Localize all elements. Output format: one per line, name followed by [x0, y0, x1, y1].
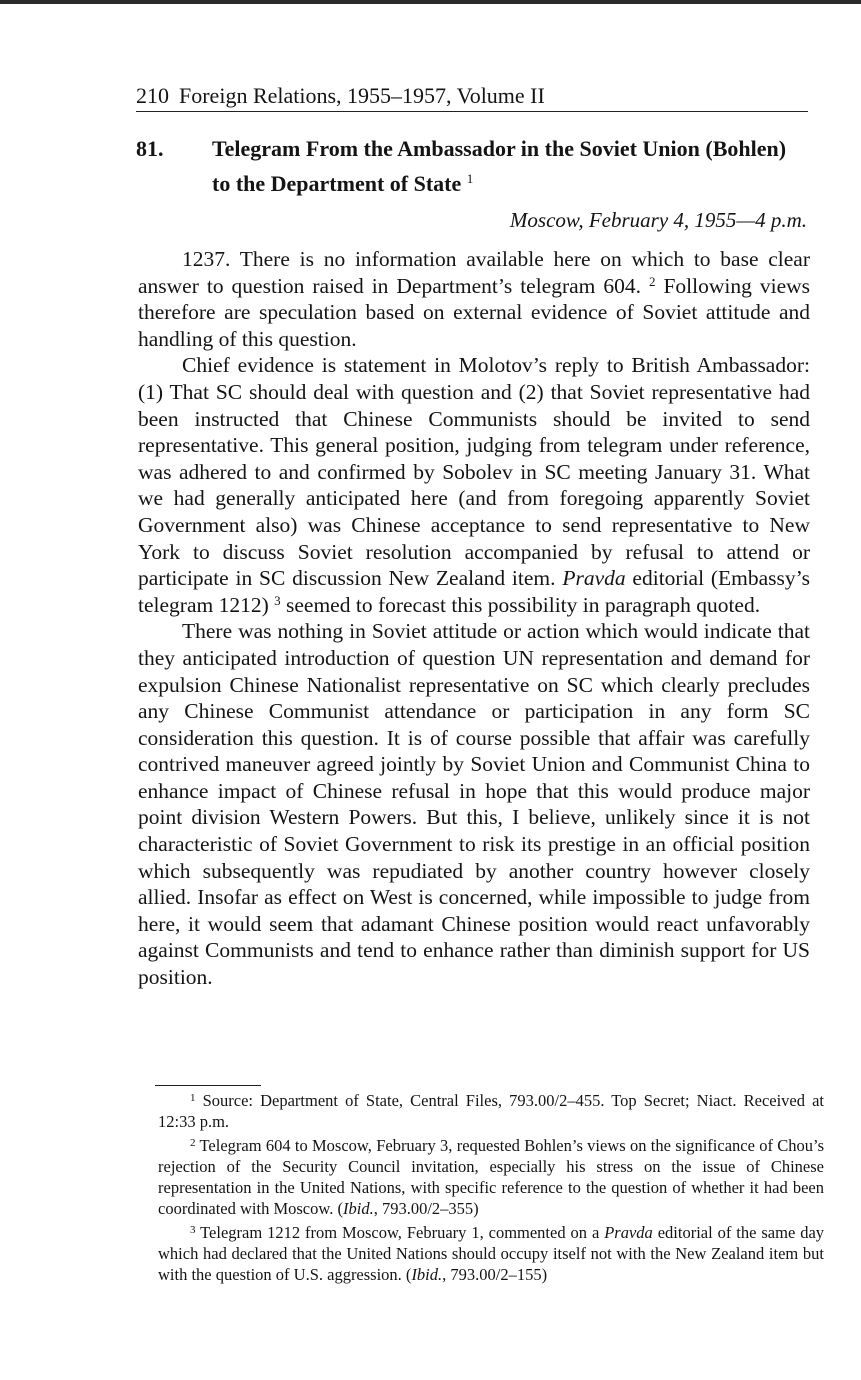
paragraph-2-text-b: editorial (Embassy’s telegram 1212)	[138, 566, 810, 617]
footnote-3-text-a: Telegram 1212 from Moscow, February 1, commented on a	[200, 1223, 600, 1242]
running-head	[136, 83, 808, 112]
telegram-body	[138, 246, 810, 991]
document-number: 81.	[136, 136, 164, 161]
footnote-2	[158, 1135, 824, 1219]
page-top-border	[0, 0, 861, 4]
footnote-1-mark: 1	[190, 1092, 196, 1104]
paragraph-2-text-a: Chief evidence is statement in Molotov’s reply to British Ambassador: (1) That SC should deal with question and (2) that Soviet representative had been instructed that Chinese Communists should be invited to send representative. This general position, judging from telegram under reference, was adhered to and confirmed by Sobolev in SC meeting January 31. What we had generally anticipated here (and from foregoing apparently Soviet Government also) was Chinese acceptance to send representative to New York to discuss Soviet resolution accompanied by refusal to attend or participate in SC discussion New Zealand item.	[138, 353, 810, 591]
page-number: 210	[136, 83, 169, 108]
volume-title: Foreign Relations, 1955–1957, Volume II	[179, 83, 545, 108]
footnote-3-ibid: Ibid.	[411, 1265, 443, 1284]
paragraph-1-text-a: 1237. There is no information available here on which to base clear answer to question raised in Department’s telegram 604.	[138, 247, 810, 298]
footnote-2-ibid: Ibid.	[342, 1199, 374, 1218]
paragraph-1	[138, 246, 810, 352]
document-title	[212, 134, 792, 199]
footnote-2-text-a: Telegram 604 to Moscow, February 3, requested Bohlen’s views on the significance of Chou’s rejection of the Security Council invitation, especially his stress on the issue of Chinese representation in the United Nations, with specific reference to the question of whether it had been coordinated with Moscow. (	[158, 1136, 824, 1218]
footnote-divider	[155, 1085, 261, 1086]
footnote-1	[158, 1090, 824, 1132]
footnote-2-text-b: , 793.00/2–355)	[373, 1199, 479, 1218]
footnote-3-mark: 3	[190, 1224, 196, 1236]
pravda-italic: Pravda	[562, 566, 626, 591]
footnote-ref-2[interactable]: 2	[648, 273, 656, 289]
paragraph-1-text-b: Following views therefore are speculation based on external evidence of Soviet attitude and handling of this question.	[138, 273, 811, 351]
document-title-text: Telegram From the Ambassador in the Soviet Union (Bohlen) to the Department of State	[212, 136, 787, 196]
footnote-3-text-b: editorial of the same day which had declared that the United Nations should occupy itself not with the New Zealand item but with the question of U.S. aggression. (	[158, 1223, 825, 1284]
paragraph-3: There was nothing in Soviet attitude or action which would indicate that they anticipated introduction of question UN representation and demand for expulsion Chinese Nationalist representative on SC which clearly precludes any Chinese Communist attendance or participation in any form SC consideration this question. It is of course possible that affair was carefully contrived maneuver agreed jointly by Soviet Union and Communist China to enhance impact of Chinese refusal in hope that this would produce major point division Western Powers. But this, I believe, unlikely since it is not characteristic of Soviet Government to risk its prestige in an official position which subsequently was repudiated by another country however closely allied. Insofar as effect on West is concerned, while impossible to judge from here, it would seem that adamant Chinese position would react unfavorably against Communists and tend to enhance rather than diminish support for US position.	[138, 619, 810, 990]
paragraph-2	[138, 352, 810, 618]
footnote-ref-3[interactable]: 3	[274, 592, 281, 608]
footnote-2-mark: 2	[190, 1137, 196, 1149]
footnote-3-pravda: Pravda	[604, 1223, 653, 1242]
footnotes	[158, 1090, 824, 1288]
footnote-1-text: Source: Department of State, Central Files, 793.00/2–455. Top Secret; Niact. Received at 12:33 p.m.	[158, 1091, 825, 1131]
footnote-ref-1[interactable]: 1	[466, 171, 474, 186]
footnote-3	[158, 1222, 824, 1285]
footnote-3-text-c: , 793.00/2–155)	[442, 1265, 548, 1284]
paragraph-2-text-c: seemed to forecast this possibility in paragraph quoted.	[286, 592, 761, 617]
dateline: Moscow, February 4, 1955—4 p.m.	[509, 208, 807, 232]
